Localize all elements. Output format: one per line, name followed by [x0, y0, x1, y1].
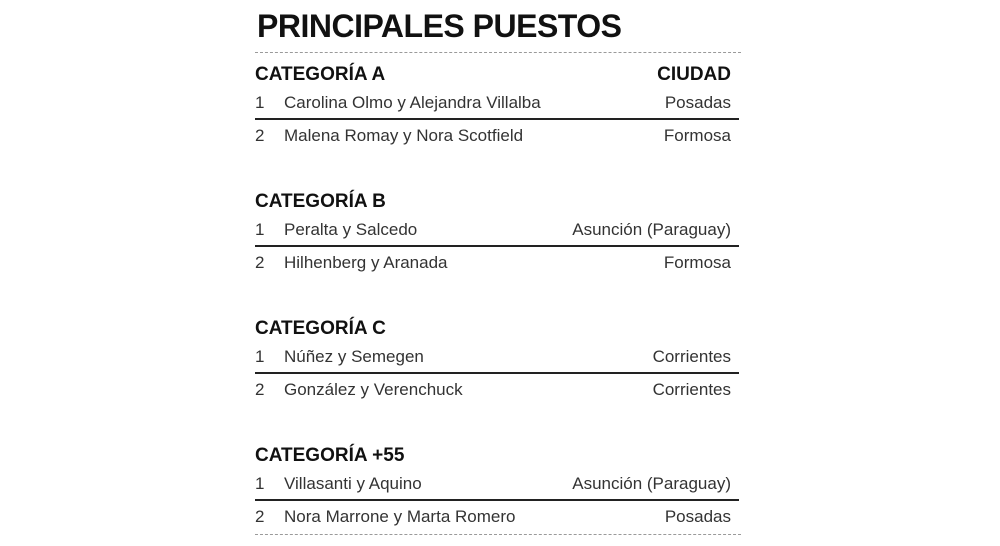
city: Asunción (Paraguay)	[572, 219, 731, 239]
category-header	[255, 63, 731, 87]
result-row	[255, 120, 731, 151]
result-row	[255, 87, 731, 118]
category-header	[255, 190, 731, 214]
player-names: Malena Romay y Nora Scotfield	[284, 125, 524, 145]
position: 2	[255, 125, 265, 145]
city: Posadas	[664, 506, 731, 526]
position: 2	[255, 506, 265, 526]
result-row	[255, 501, 731, 532]
result-row	[255, 341, 731, 372]
player-names: Peralta y Salcedo	[284, 219, 418, 239]
position: 1	[255, 346, 265, 366]
position: 1	[255, 473, 265, 493]
city: Corrientes	[652, 346, 731, 366]
page-title: PRINCIPALES PUESTOS	[257, 8, 622, 44]
top-divider	[255, 52, 741, 53]
position: 1	[255, 92, 265, 112]
position: 1	[255, 219, 265, 239]
city: Posadas	[664, 92, 731, 112]
player-names: Nora Marrone y Marta Romero	[284, 506, 516, 526]
category-title: CATEGORÍA C	[255, 318, 386, 339]
city: Formosa	[663, 252, 731, 272]
player-names: Núñez y Semegen	[284, 346, 424, 366]
player-names: Carolina Olmo y Alejandra Villalba	[284, 92, 541, 112]
city-column-header: CIUDAD	[657, 64, 731, 85]
category-header	[255, 317, 731, 341]
category-b-section	[255, 190, 731, 278]
results-panel	[247, 0, 741, 546]
player-names: González y Verenchuck	[284, 379, 463, 399]
result-row	[255, 247, 731, 278]
result-row	[255, 374, 731, 405]
city: Corrientes	[652, 379, 731, 399]
city: Formosa	[663, 125, 731, 145]
category-c-section	[255, 317, 731, 405]
result-row	[255, 468, 731, 499]
position: 2	[255, 252, 265, 272]
category-title: CATEGORÍA A	[255, 64, 386, 85]
player-names: Hilhenberg y Aranada	[284, 252, 448, 272]
category-title: CATEGORÍA B	[255, 191, 386, 212]
bottom-divider	[255, 534, 741, 535]
category-header	[255, 444, 731, 468]
result-row	[255, 214, 731, 245]
city: Asunción (Paraguay)	[572, 473, 731, 493]
position: 2	[255, 379, 265, 399]
category-a-section	[255, 63, 731, 151]
player-names: Villasanti y Aquino	[284, 473, 422, 493]
category-title: CATEGORÍA +55	[255, 445, 405, 466]
category-55-section	[255, 444, 731, 532]
